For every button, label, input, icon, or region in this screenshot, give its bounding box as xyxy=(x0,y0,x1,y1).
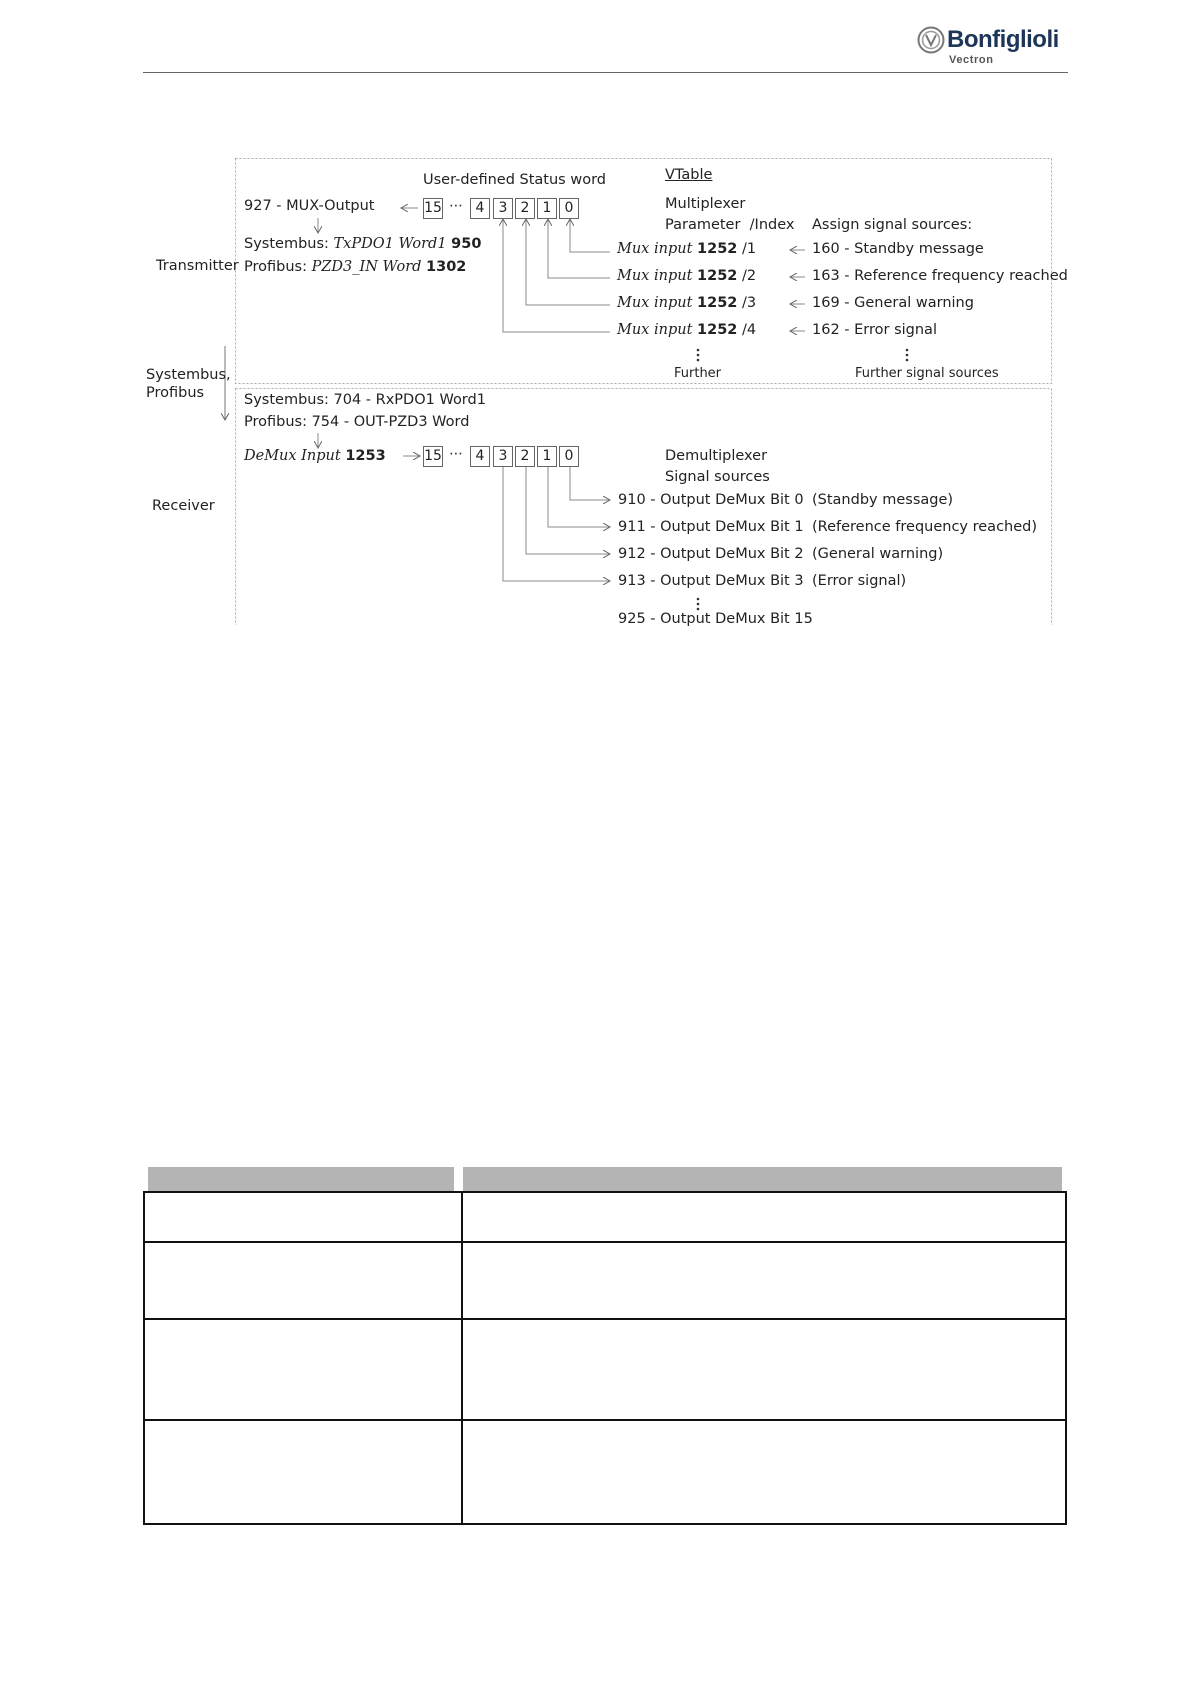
further-sources-label: Further signal sources xyxy=(855,366,999,381)
multiplexer-label: Multiplexer xyxy=(665,196,746,212)
tx-systembus-num: 950 xyxy=(451,236,482,252)
table-column-divider xyxy=(461,1193,463,1523)
mux-input-index: /2 xyxy=(741,268,757,284)
mux-input-param: 1252 xyxy=(697,322,738,338)
signal-source-item: 162 - Error signal xyxy=(812,322,937,338)
tx-bit-4: 4 xyxy=(470,198,490,219)
signal-sources-label: Signal sources xyxy=(665,469,770,485)
rx-bit-15: 15 xyxy=(423,446,443,467)
brand-name: Bonfiglioli xyxy=(947,26,1059,53)
table-row-divider xyxy=(145,1419,1065,1421)
mux-input-index: /4 xyxy=(741,322,757,338)
demux-output-last: 925 - Output DeMux Bit 15 xyxy=(618,611,813,627)
tx-bit-1: 1 xyxy=(537,198,557,219)
demux-input-line xyxy=(244,448,386,464)
further-label: Further xyxy=(674,366,722,381)
receiver-label: Receiver xyxy=(152,498,215,514)
table-body xyxy=(143,1191,1067,1525)
rx-bit-2: 2 xyxy=(515,446,535,467)
parameter-index-label: Parameter /Index xyxy=(665,217,795,233)
tx-bit-3: 3 xyxy=(493,198,513,219)
demux-input-name: DeMux Input xyxy=(244,448,341,464)
tx-bit-0: 0 xyxy=(559,198,579,219)
assign-sources-label: Assign signal sources: xyxy=(812,217,973,233)
bus-label: Systembus, Profibus xyxy=(146,367,231,401)
demux-output-desc: (Standby message) xyxy=(812,492,954,508)
demux-output-label: 911 - Output DeMux Bit 1 xyxy=(618,519,804,535)
demux-output-desc: (General warning) xyxy=(812,546,944,562)
tx-profibus-prefix: Profibus: xyxy=(244,259,312,275)
mux-input-row xyxy=(617,268,756,284)
tx-profibus-param: PZD3_IN Word xyxy=(311,259,422,275)
signal-source-item: 169 - General warning xyxy=(812,295,974,311)
tx-profibus-num: 1302 xyxy=(426,259,467,275)
mux-input-param: 1252 xyxy=(697,295,738,311)
rx-bit-0: 0 xyxy=(559,446,579,467)
tx-bit-ellipsis: ⋯ xyxy=(449,198,463,214)
mux-input-name: Mux input xyxy=(617,322,693,338)
demux-input-num: 1253 xyxy=(345,448,386,464)
table-header-cell xyxy=(463,1167,1062,1192)
table-row-divider xyxy=(145,1241,1065,1243)
tx-systembus-line xyxy=(244,236,481,252)
vtable-label: VTable xyxy=(665,167,713,183)
rx-bit-3: 3 xyxy=(493,446,513,467)
mux-input-param: 1252 xyxy=(697,241,738,257)
mux-input-name: Mux input xyxy=(617,241,693,257)
tx-systembus-prefix: Systembus: xyxy=(244,236,334,252)
mux-input-name: Mux input xyxy=(617,295,693,311)
status-word-title: User-defined Status word xyxy=(423,172,606,188)
mux-input-row xyxy=(617,322,756,338)
demux-output-label: 912 - Output DeMux Bit 2 xyxy=(618,546,804,562)
rx-bit-4: 4 xyxy=(470,446,490,467)
vertical-ellipsis-icon xyxy=(696,347,700,366)
signal-source-item: 163 - Reference frequency reached xyxy=(812,268,1068,284)
tx-profibus-line xyxy=(244,259,466,275)
rx-profibus-line: Profibus: 754 - OUT-PZD3 Word xyxy=(244,414,470,430)
demux-output-label: 910 - Output DeMux Bit 0 xyxy=(618,492,804,508)
mux-output-label: 927 - MUX-Output xyxy=(244,198,375,214)
tx-systembus-param: TxPDO1 Word1 xyxy=(333,236,447,252)
table-row-divider xyxy=(145,1318,1065,1320)
tx-bit-15: 15 xyxy=(423,198,443,219)
transmitter-label: Transmitter xyxy=(156,258,239,274)
demux-output-label: 913 - Output DeMux Bit 3 xyxy=(618,573,804,589)
mux-input-param: 1252 xyxy=(697,268,738,284)
table-header-cell xyxy=(148,1167,454,1192)
mux-demux-diagram xyxy=(0,0,1191,700)
mux-input-index: /3 xyxy=(741,295,757,311)
demultiplexer-label: Demultiplexer xyxy=(665,448,768,464)
brand-subname: Vectron xyxy=(949,54,994,66)
mux-input-index: /1 xyxy=(741,241,757,257)
signal-source-item: 160 - Standby message xyxy=(812,241,984,257)
mux-input-row xyxy=(617,241,756,257)
mux-input-name: Mux input xyxy=(617,268,693,284)
tx-bit-2: 2 xyxy=(515,198,535,219)
rx-bit-1: 1 xyxy=(537,446,557,467)
rx-bit-ellipsis: ⋯ xyxy=(449,446,463,462)
vertical-ellipsis-icon xyxy=(905,347,909,366)
demux-output-desc: (Reference frequency reached) xyxy=(812,519,1038,535)
mux-input-row xyxy=(617,295,756,311)
rx-systembus-line: Systembus: 704 - RxPDO1 Word1 xyxy=(244,392,486,408)
demux-output-desc: (Error signal) xyxy=(812,573,907,589)
diagram-lines xyxy=(0,0,1191,700)
